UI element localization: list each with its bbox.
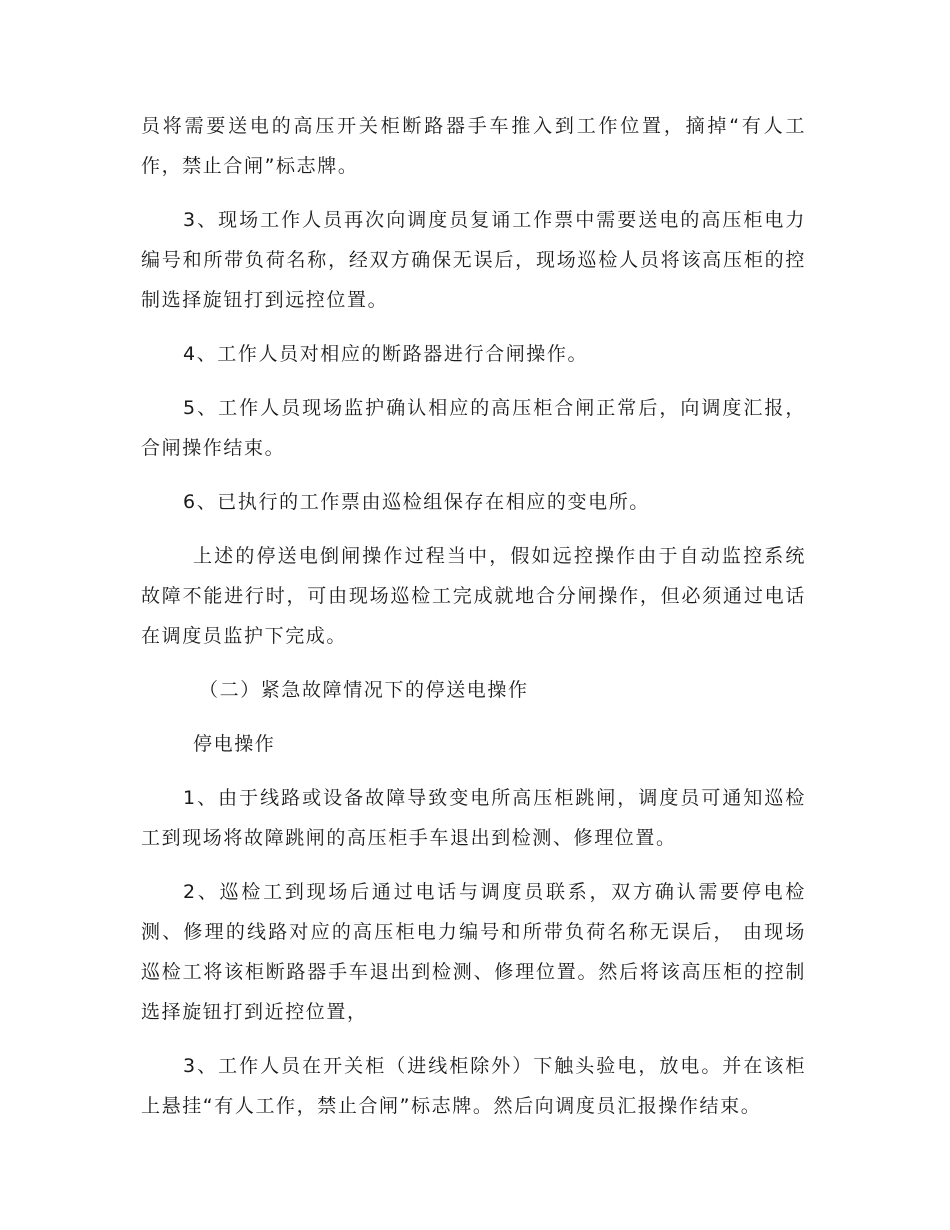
paragraph-note: 上述的停送电倒闸操作过程当中，假如远控操作由于自动监控系统故障不能进行时，可由现场巡检工完成就地合分闸操作，但必须通过电话在调度员监护下完成。 xyxy=(141,545,806,647)
document-body xyxy=(141,106,806,1140)
paragraph-step-6-send: 6、已执行的工作票由巡检组保存在相应的变电所。 xyxy=(183,491,650,513)
paragraph-step-3-send: 3、现场工作人员再次向调度员复诵工作票中需要送电的高压柜电力编号和所带负荷名称，经双方确保无误后，现场巡检人员将该高压柜的控制选择旋钮打到远控位置。 xyxy=(141,209,806,311)
paragraph-step-3-off: 3、工作人员在开关柜（进线柜除外）下触头验电，放电。并在该柜上悬挂“有人工作，禁止合闸”标志牌。然后向调度员汇报操作结束。 xyxy=(141,1055,806,1117)
paragraph-step-2-off: 2、巡检工到现场后通过电话与调度员联系，双方确认需要停电检测、修理的线路对应的高压柜电力编号和所带负荷名称无误后， 由现场巡检工将该柜断路器手车退出到检测、修理位置。然后将该高压柜的控制选择旋钮打到近控位置， xyxy=(141,881,806,1023)
paragraph-step-5-send: 5、工作人员现场监护确认相应的高压柜合闸正常后，向调度汇报，合闸操作结束。 xyxy=(141,397,806,459)
paragraph-step-4-send: 4、工作人员对相应的断路器进行合闸操作。 xyxy=(183,343,589,365)
section-heading-emergency: （二）紧急故障情况下的停送电操作 xyxy=(199,679,529,701)
subheading-power-off: 停电操作 xyxy=(193,733,276,755)
paragraph-continuation: 员将需要送电的高压开关柜断路器手车推入到工作位置，摘掉“有人工作，禁止合闸”标志牌。 xyxy=(141,115,806,177)
paragraph-step-1-off: 1、由于线路或设备故障导致变电所高压柜跳闸，调度员可通知巡检工到现场将故障跳闸的高压柜手车退出到检测、修理位置。 xyxy=(141,787,806,849)
